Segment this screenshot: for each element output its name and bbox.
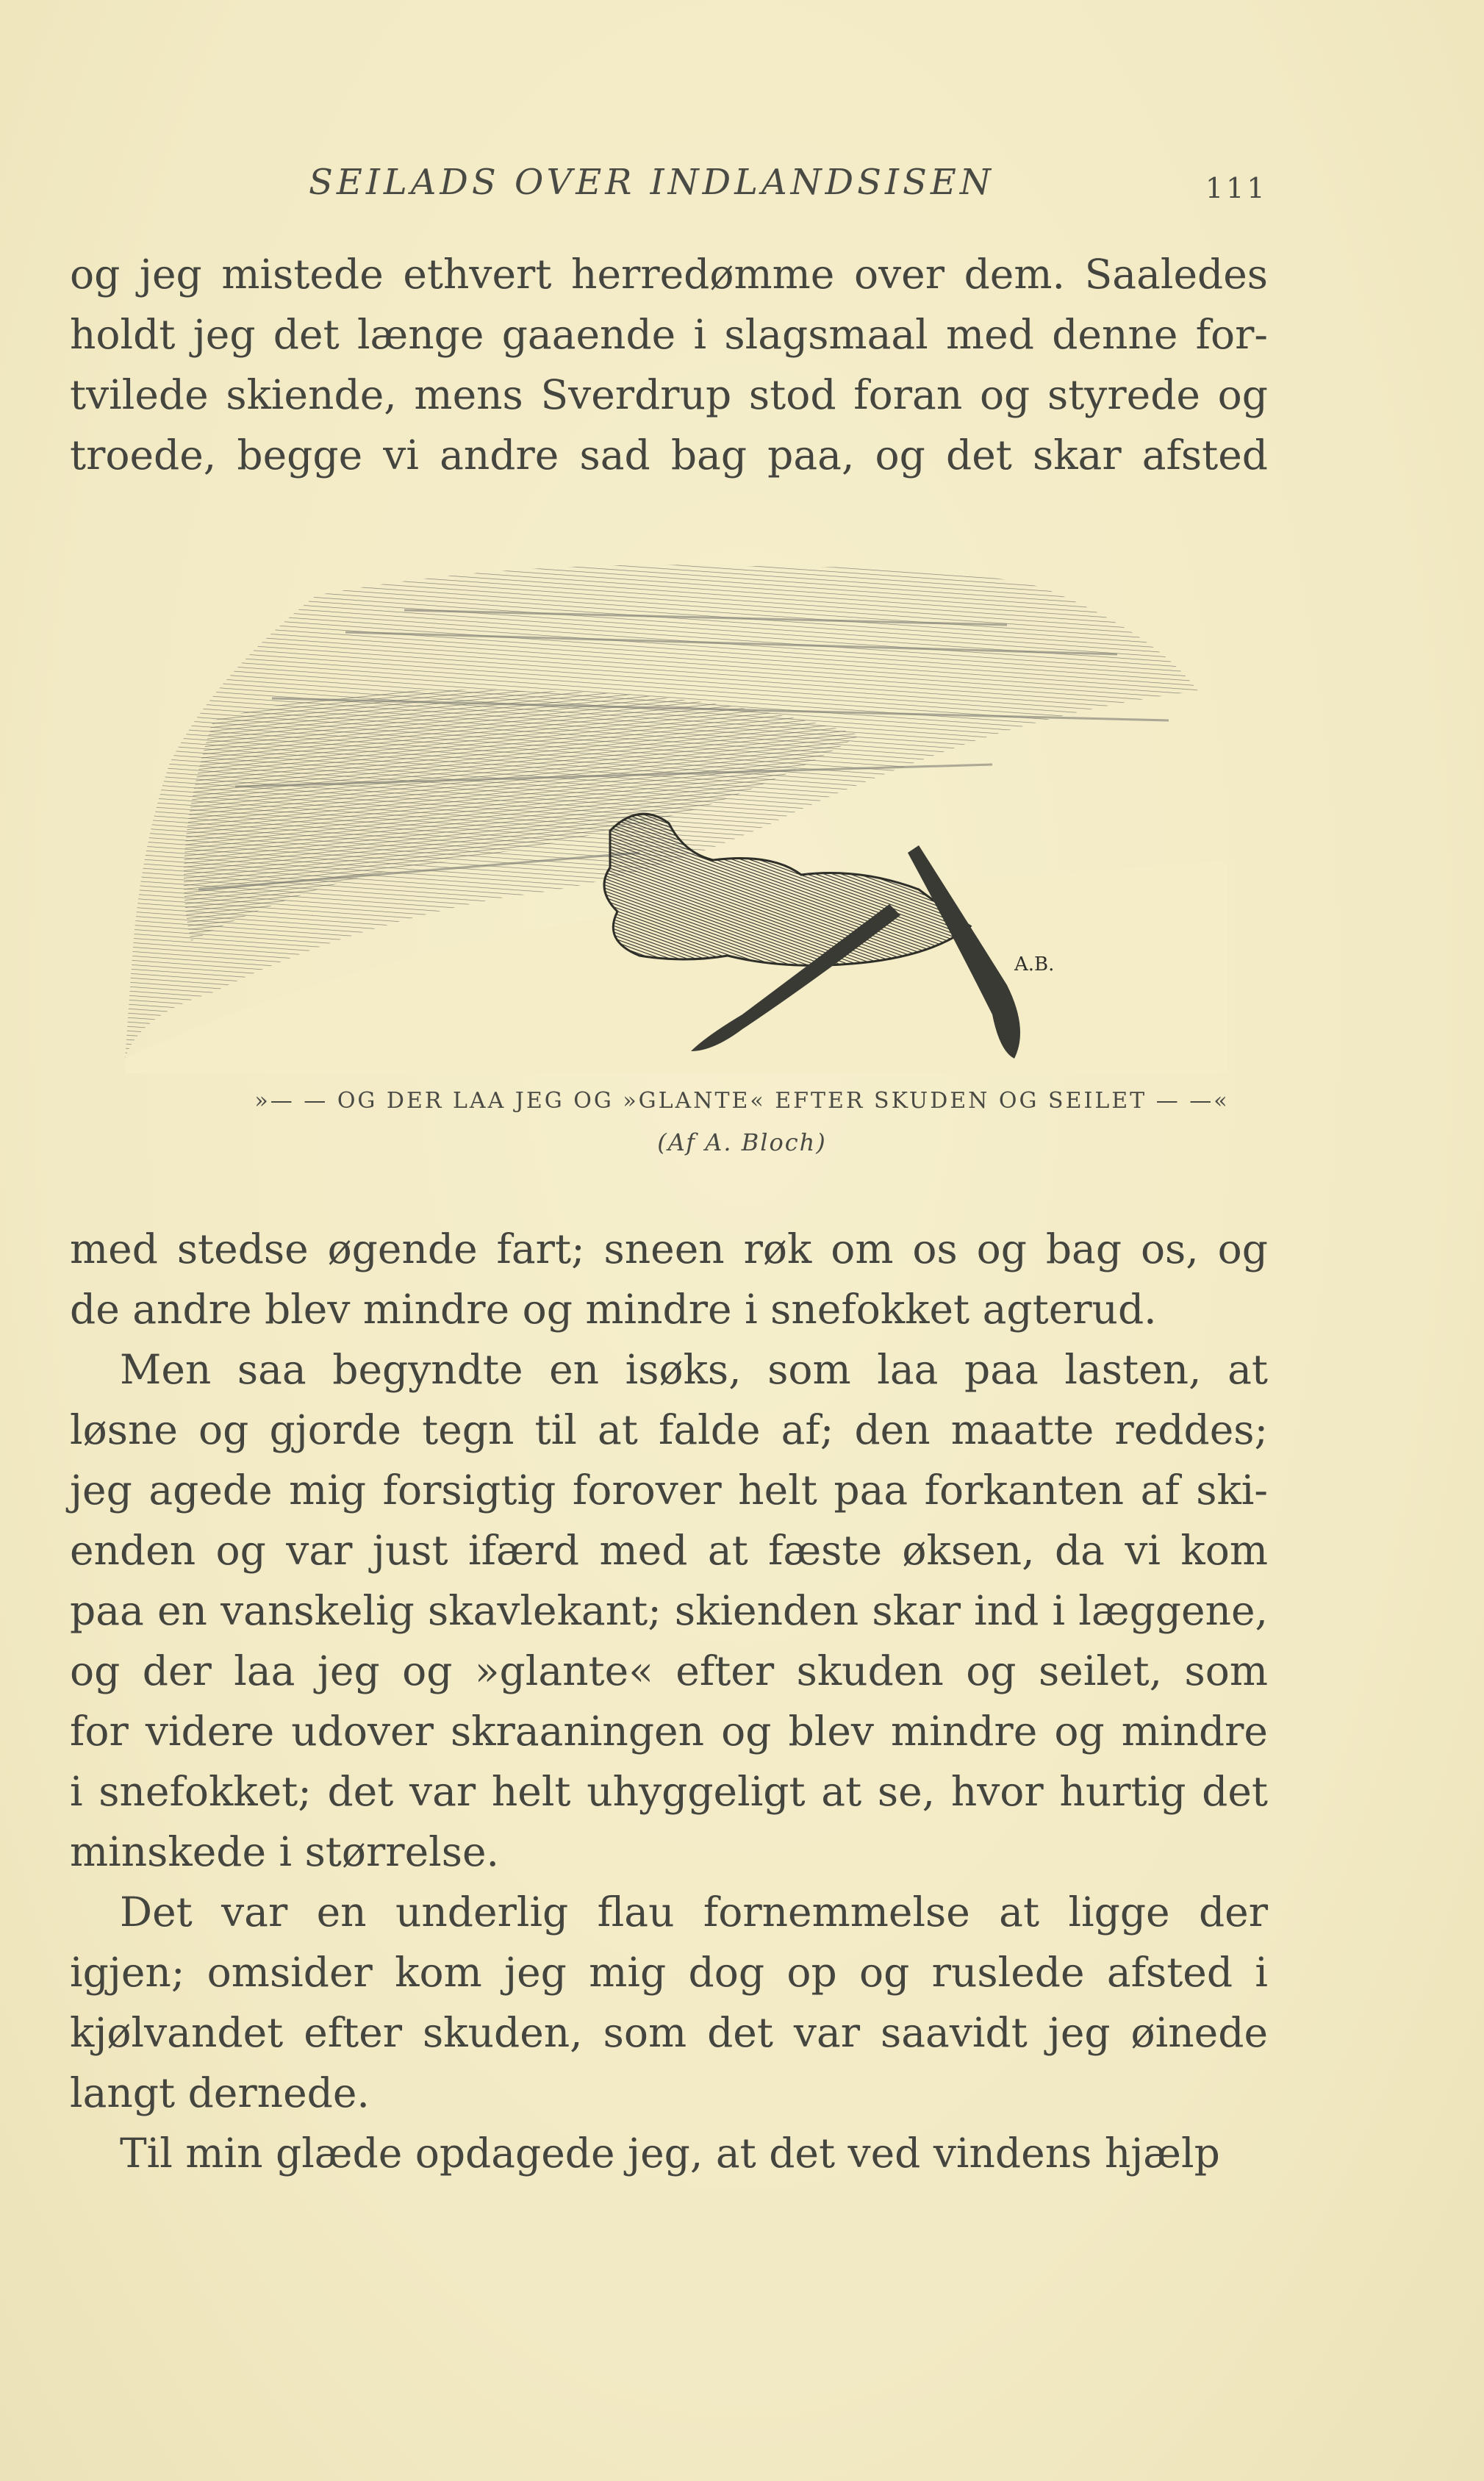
- text-line: enden og var just ifærd med at fæste øksen, da vi kom: [70, 1527, 1268, 1574]
- text-line: Men saa begyndte en isøks, som laa paa lasten, at: [120, 1346, 1268, 1393]
- text-block-bottom: [70, 1219, 1268, 2183]
- running-title: SEILADS OVER INDLANDSISEN: [309, 162, 994, 203]
- text-line: minskede i størrelse.: [70, 1828, 499, 1875]
- text-line: jeg agede mig forsigtig forover helt paa forkanten af ski-: [70, 1467, 1268, 1514]
- engraving-illustration: [125, 544, 1227, 1073]
- page-number: 111: [1205, 172, 1268, 204]
- text-line: og jeg mistede ethvert herredømme over dem. Saaledes: [70, 251, 1268, 298]
- text-line: Til min glæde opdagede jeg, at det ved vindens hjælp: [120, 2130, 1220, 2177]
- lying-figure: [604, 814, 970, 965]
- text-line: langt dernede.: [70, 2069, 370, 2116]
- text-block-top: [70, 244, 1268, 485]
- text-line: igjen; omsider kom jeg mig dog op og ruslede afsted i: [70, 1949, 1268, 1996]
- text-line: kjølvandet efter skuden, som det var saavidt jeg øinede: [70, 2009, 1268, 2056]
- text-line: og der laa jeg og »glante« efter skuden og seilet, som: [70, 1647, 1268, 1694]
- text-line: med stedse øgende fart; sneen røk om os og bag os, og: [70, 1225, 1268, 1272]
- text-line: troede, begge vi andre sad bag paa, og det skar afsted: [70, 432, 1268, 479]
- running-header: [0, 162, 1484, 213]
- text-line: de andre blev mindre og mindre i snefokket agterud.: [70, 1286, 1157, 1333]
- figure-credit: (Af A. Bloch): [657, 1128, 827, 1156]
- text-line: løsne og gjorde tegn til at falde af; den maatte reddes;: [70, 1406, 1268, 1453]
- artist-monogram: A.B.: [1014, 953, 1055, 975]
- text-line: i snefokket; det var helt uhyggeligt at se, hvor hurtig det: [70, 1768, 1268, 1815]
- text-line: holdt jeg det længe gaaende i slagsmaal med denne for-: [70, 311, 1268, 358]
- figure-caption: »— — OG DER LAA JEG OG »GLANTE« EFTER SKUDEN OG SEILET — —«: [254, 1088, 1230, 1114]
- text-line: paa en vanskelig skavlekant; skienden skar ind i læggene,: [70, 1587, 1268, 1634]
- text-line: tvilede skiende, mens Sverdrup stod foran og styrede og: [70, 371, 1268, 418]
- text-line: for videre udover skraaningen og blev mindre og mindre: [70, 1708, 1268, 1755]
- text-line: Det var en underlig flau fornemmelse at ligge der: [120, 1889, 1268, 1936]
